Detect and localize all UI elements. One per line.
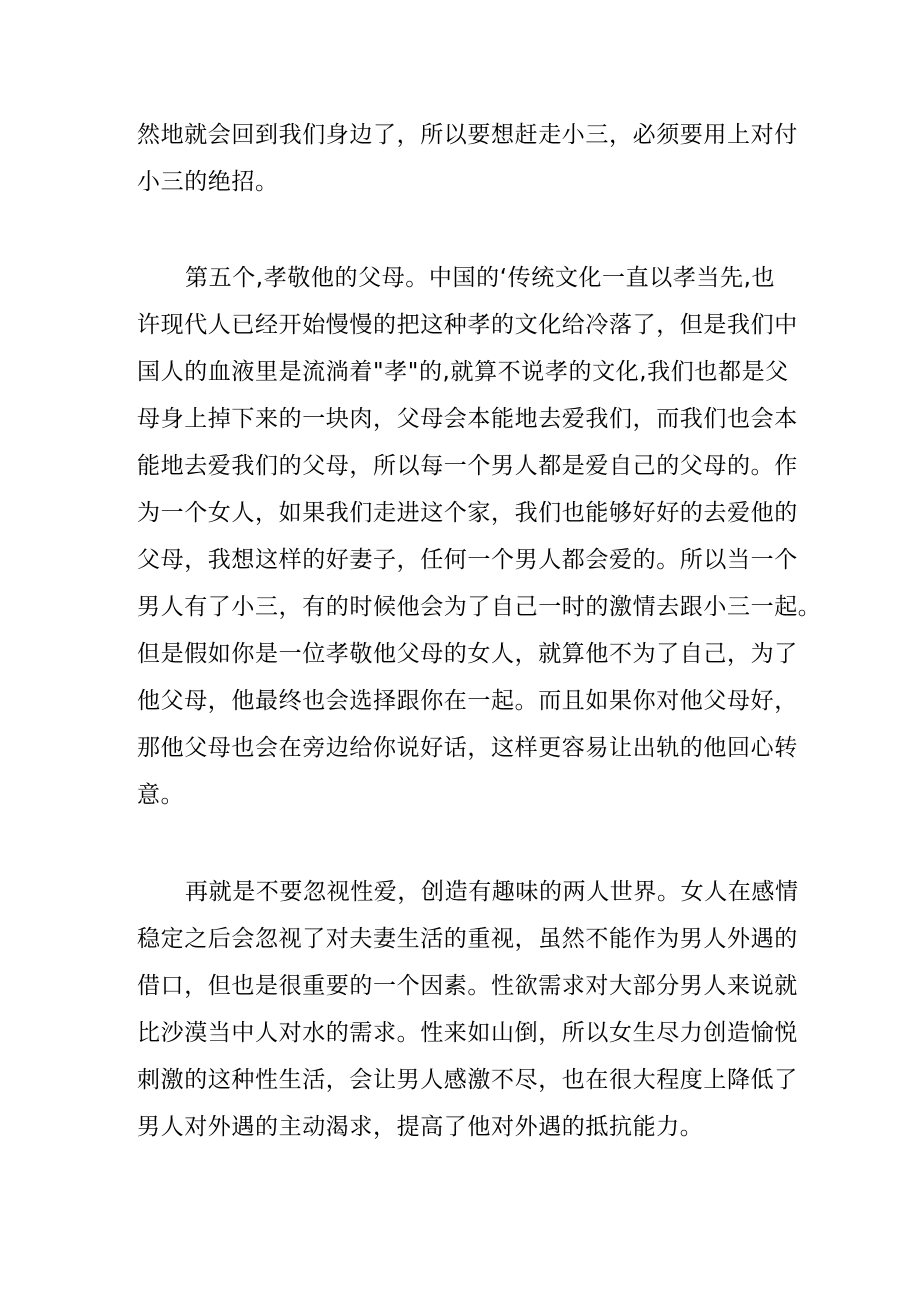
paragraph-1-line-2: 小三的绝招。: [137, 169, 279, 195]
paragraph-2-line-9: 但是假如你是一位孝敬他父母的女人，就算他不为了自己，为了: [137, 641, 798, 667]
paragraph-2-line-6: 为一个女人，如果我们走进这个家，我们也能够好好的去爱他的: [137, 500, 798, 526]
paragraph-2-line-12: 意。: [137, 782, 185, 808]
paragraph-3-line-6: 男人对外遇的主动渴求，提高了他对外遇的抵抗能力。: [137, 1114, 704, 1140]
paragraph-2-line-1: 第五个,孝敬他的父母。中国的‘传统文化一直以孝当先,也: [185, 265, 776, 291]
paragraph-2-line-10: 他父母，他最终也会选择跟你在一起。而且如果你对他父母好，: [137, 688, 798, 714]
paragraph-2-line-5: 能地去爱我们的父母，所以每一个男人都是爱自己的父母的。作: [137, 453, 798, 479]
paragraph-2-line-8: 男人有了小三，有的时候他会为了自己一时的激情去跟小三一起。: [137, 594, 822, 620]
paragraph-3-line-5: 刺激的这种性生活，会让男人感激不尽，也在很大程度上降低了: [137, 1067, 798, 1093]
paragraph-2-line-11: 那他父母也会在旁边给你说好话，这样更容易让出轨的他回心转: [137, 735, 798, 761]
paragraph-1-line-1: 然地就会回到我们身边了，所以要想赶走小三，必须要用上对付: [137, 122, 798, 148]
paragraph-2-line-3: 国人的血液里是流淌着"孝"的,就算不说孝的文化,我们也都是父: [137, 359, 789, 385]
paragraph-3-line-3: 借口，但也是很重要的一个因素。性欲需求对大部分男人来说就: [137, 973, 798, 999]
paragraph-3-line-4: 比沙漠当中人对水的需求。性来如山倒，所以女生尽力创造愉悦: [137, 1020, 798, 1046]
paragraph-3-line-2: 稳定之后会忽视了对夫妻生活的重视，虽然不能作为男人外遇的: [137, 926, 798, 952]
paragraph-2-line-2: 许现代人已经开始慢慢的把这种孝的文化给冷落了，但是我们中: [137, 312, 798, 338]
paragraph-3-line-1: 再就是不要忽视性爱，创造有趣味的两人世界。女人在感情: [185, 879, 799, 905]
paragraph-2-line-7: 父母，我想这样的好妻子，任何一个男人都会爱的。所以当一个: [137, 547, 798, 573]
paragraph-2-line-4: 母身上掉下来的一块肉，父母会本能地去爱我们，而我们也会本: [137, 406, 798, 432]
